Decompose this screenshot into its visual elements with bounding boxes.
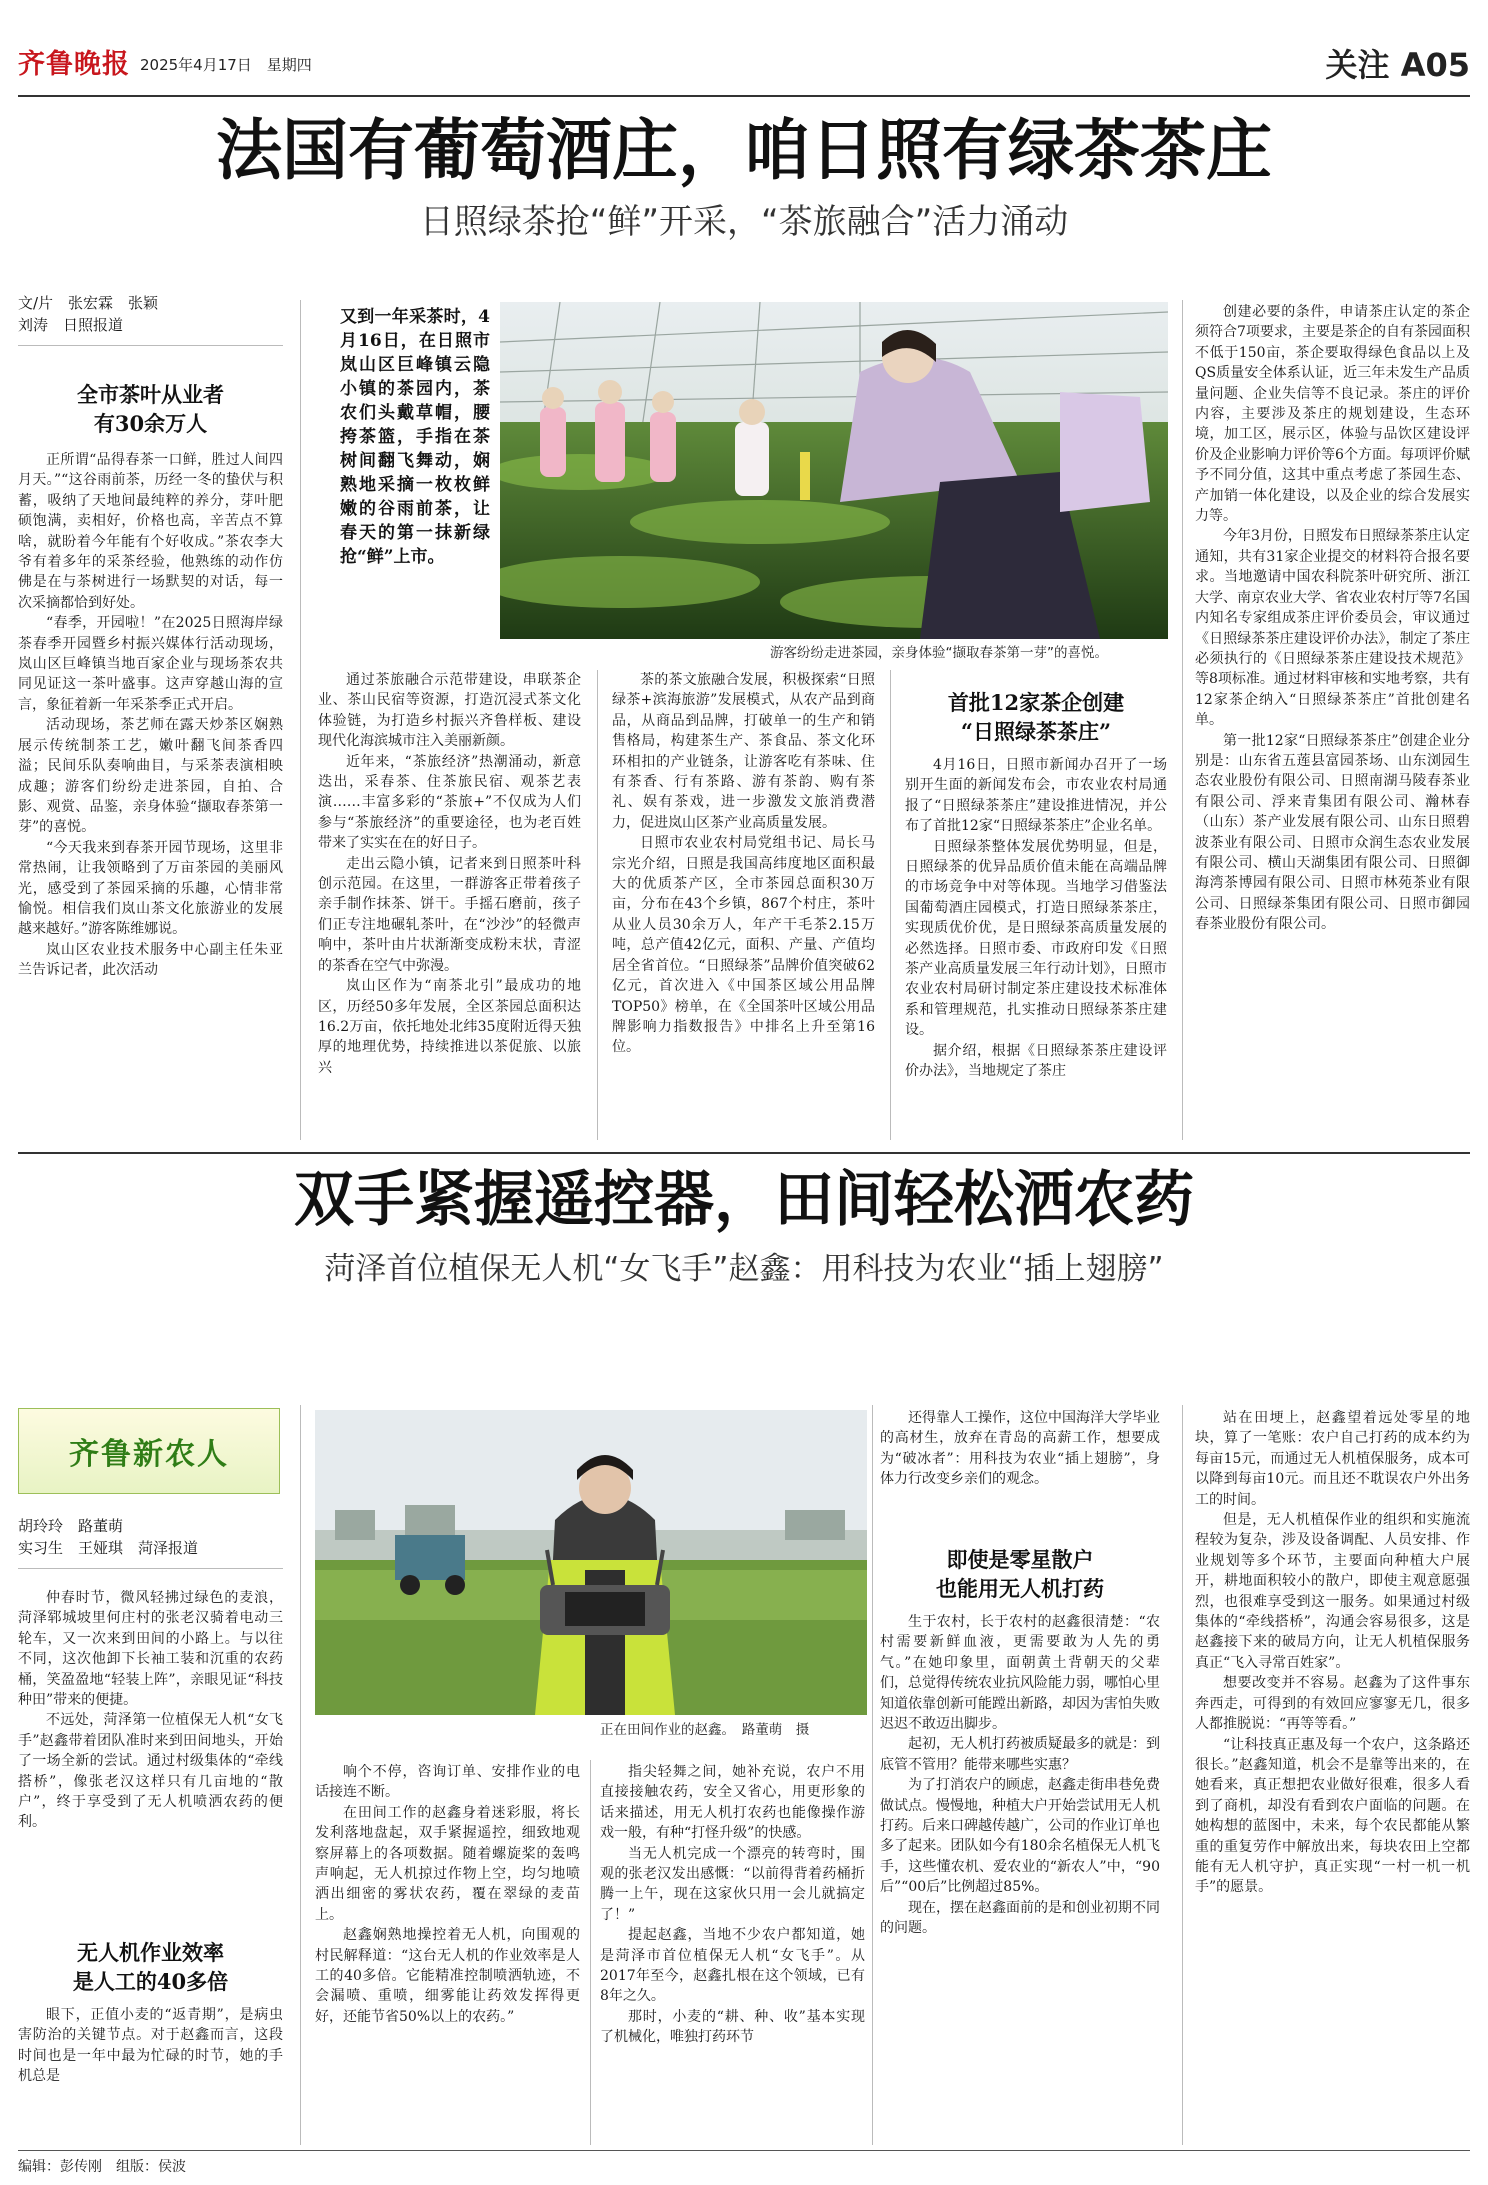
paragraph: 眼下，正值小麦的“返青期”，是病虫害防治的关键节点。对于赵鑫而言，这段时间也是一年中最为忙碌的时节，她的手机总是	[18, 2007, 283, 2085]
article2-headline: 双手紧握遥控器，田间轻松洒农药	[294, 1165, 1194, 1235]
paragraph: 还得靠人工操作，这位中国海洋大学毕业的高材生，放弃在青岛的高薪工作，想要成为“破冰者”：用科技为农业“插上翅膀”，身体力行改变乡亲们的观念。	[880, 1410, 1160, 1488]
drone-pilot-illustration	[315, 1410, 867, 1715]
paragraph: 活动现场，茶艺师在露天炒茶区娴熟展示传统制茶工艺，嫩叶翻飞间茶香四溢；民间乐队奏响曲目，与采茶表演相映成趣；游客们纷纷走进茶园，自拍、合影、观赏、品鉴，亲身体验“撷取春茶第一芽”的喜悦。	[18, 717, 283, 836]
paragraph: 赵鑫娴熟地操控着无人机，向围观的村民解释道：“这台无人机的作业效率是人工的40多倍。它能精准控制喷洒轨迹，不会漏喷、重喷，细雾能让药效发挥得更好，还能节省50%以上的农药。”	[315, 1927, 580, 2025]
subhead-line: 全市茶叶从业者	[77, 382, 224, 407]
article1-column-4	[905, 755, 1167, 1140]
paragraph: 不远处，菏泽第一位植保无人机“女飞手”赵鑫带着团队准时来到田间地头，开始了一场全新的尝试。通过村级集体的“牵线搭桥”，像张老汉这样只有几亩地的“散户”，终于享受到了无人机喷洒农药的便利。	[18, 1712, 283, 1831]
subhead-line: 即使是零星散户	[946, 1547, 1094, 1572]
article1-section2-title	[905, 688, 1167, 746]
article1-column-1	[18, 450, 283, 1140]
editor-credits: 编辑：彭传刚 组版：侯波	[18, 2159, 186, 2175]
column-divider	[890, 670, 891, 1140]
paragraph: 提起赵鑫，当地不少农户都知道，她是菏泽市首位植保无人机“女飞手”。从2017年至今，赵鑫扎根在这个领域，已有8年之久。	[600, 1927, 865, 2005]
paragraph: 今年3月份，日照发布日照绿茶茶庄认定通知，共有31家企业提交的材料符合报名要求。当地邀请中国农科院茶叶研究所、浙江大学、南京农业大学、省农业农村厅等7名国内知名专家组成茶庄评价委员会，审议通过《日照绿茶茶庄建设评价办法》，制定了茶庄必须执行的《日照绿茶茶庄建设技术规范》等8项标准。通过材料审核和实地考察，共有12家茶企纳入“日照绿茶茶庄”首批创建名单。	[1195, 528, 1470, 729]
paragraph: 4月16日，日照市新闻办召开了一场别开生面的新闻发布会，市农业农村局通报了“日照绿茶茶庄”建设推进情况，并公布了首批12家“日照绿茶茶庄”企业名单。	[905, 757, 1167, 835]
paragraph: “让科技真正惠及每一个农户，这条路还很长。”赵鑫知道，机会不是靠等出来的，在她看来，真正想把农业做好很难，很多人看到了商机，却没有看到农户面临的问题。在她构想的蓝图中，未来，每个农民都能从繁重的重复劳作中解放出来，每块农田上空都能有无人机守护，真正实现“一村一机一机手”的愿景。	[1195, 1736, 1470, 1896]
paragraph: 为了打消农户的顾虑，赵鑫走街串巷免费做试点。慢慢地，种植大户开始尝试用无人机打药。后来口碑越传越广，公司的作业订单也多了起来。团队如今有180余名植保无人机飞手，这些懂农机、爱农业的“新农人”中，“90后”“00后”比例超过85%。	[880, 1777, 1160, 1896]
article2-column-5	[1195, 1408, 1470, 2143]
subhead-line: 首批12家茶企创建	[947, 690, 1125, 715]
subhead-line: 无人机作业效率	[77, 1940, 224, 1965]
subhead-line: 是人工的40多倍	[72, 1969, 229, 1994]
page-label: 关注 A05	[1325, 46, 1470, 84]
paragraph: 在田间工作的赵鑫身着迷彩服，将长发利落地盘起，双手紧握遥控，细致地观察屏幕上的各项数据。随着螺旋桨的轰鸣声响起，无人机掠过作物上空，均匀地喷洒出细密的雾状农药，覆在翠绿的麦苗上。	[315, 1804, 580, 1923]
column-divider	[1182, 300, 1183, 1140]
article2-subheadline: 菏泽首位植保无人机“女飞手”赵鑫：用科技为农业“插上翅膀”	[324, 1251, 1164, 1287]
paragraph: 现在，摆在赵鑫面前的是和创业初期不同的问题。	[880, 1899, 1160, 1937]
masthead-rule	[18, 95, 1470, 97]
paragraph: 创建必要的条件，申请茶庄认定的茶企须符合7项要求，主要是茶企的自有茶园面积不低于150亩，茶企要取得绿色食品以上及QS质量安全体系认证，近三年未发生产品质量问题、企业失信等不良记录。茶庄的评价内容，主要涉及茶庄的规划建设，生态环境，加工区，展示区，体验与品饮区建设评价及企业影响力评价等6个方面。每项评价赋予不同分值，这其中重点考虑了茶园生态、产加销一体化建设，以及企业的综合发展实力等。	[1195, 304, 1470, 525]
paragraph: 当无人机完成一个漂亮的转弯时，围观的张老汉发出感慨：“以前得背着药桶折腾一上午，现在这家伙只用一会儿就搞定了！”	[600, 1845, 865, 1923]
article1-column-5	[1195, 302, 1470, 1140]
article-separator	[18, 1152, 1470, 1154]
column-divider	[300, 1405, 301, 2145]
article1-lead: 又到一年采茶时，4月16日，在日照市岚山区巨峰镇云隐小镇的茶园内，茶农们头戴草帽，腰挎茶篮，手指在茶树间翻飞舞动，娴熟地采摘一枚枚鲜嫩的谷雨前茶，让春天的第一抹新绿抢“鲜”上市。	[340, 307, 490, 567]
byline-line: 胡玲玲 路董萌	[18, 1517, 124, 1535]
article2-column-3b	[600, 1762, 865, 2142]
article2-section1-title	[18, 1938, 283, 1996]
paragraph: 日照绿茶整体发展优势明显，但是，日照绿茶的优异品质价值未能在高端品牌的市场竞争中对等体现。当地学习借鉴法国葡萄酒庄园模式，打造日照绿茶茶庄，实现质优价优，是日照绿茶高质量发展的必然选择。日照市委、市政府印发《日照茶产业高质量发展三年行动计划》，日照市农业农村局研讨制定茶庄建设技术标准体系和管理规范，扎实推动日照绿茶茶庄建设。	[905, 838, 1167, 1039]
paragraph: 近年来，“茶旅经济”热潮涌动，新意迭出，采春茶、住茶旅民宿、观茶艺表演……丰富多彩的“茶旅+”不仅成为人们参与“茶旅经济”的重要途径，也为老百姓带来了实实在在的好日子。	[318, 753, 581, 852]
column-divider	[590, 1760, 591, 2145]
article2-byline	[18, 1515, 283, 1559]
paragraph: 仲春时节，微风轻拂过绿色的麦浪，菏泽郓城坡里何庄村的张老汉骑着电动三轮车，又一次来到田间的小路上。与以往不同，这次他卸下长袖工装和沉重的农药桶，笑盈盈地“轻装上阵”，亲眼见证“科技种田”带来的便捷。	[18, 1590, 283, 1709]
subhead-line: 有30余万人	[93, 411, 208, 436]
footer-rule	[18, 2150, 1470, 2151]
subhead-line: 也能用无人机打药	[936, 1576, 1104, 1601]
drone-pilot-photo	[315, 1410, 867, 1715]
paragraph: “今天我来到春茶开园节现场，这里非常热闹，让我领略到了万亩茶园的美丽风光，感受到了茶园采摘的乐趣，心情非常愉悦。相信我们岚山茶文化旅游业的发展越来越好。”游客陈维娜说。	[18, 839, 283, 938]
paragraph: 走出云隐小镇，记者来到日照茶叶科创示范园。在这里，一群游客正带着孩子亲手制作抹茶、饼干。手摇石磨前，孩子们正专注地碾轧茶叶，在“沙沙”的轻微声响中，茶叶由片状渐渐变成粉末状，青涩的茶香在空气中弥漫。	[318, 855, 581, 974]
article2-column-1b	[18, 2005, 283, 2145]
paragraph: 据介绍，根据《日照绿茶茶庄建设评价办法》，当地规定了茶庄	[905, 1042, 1167, 1080]
paragraph: 茶的茶文旅融合发展，积极探索“日照绿茶+滨海旅游”发展模式，从农产品到商品，从商品到品牌，打破单一的生产和销售格局，构建茶生产、茶食品、茶文化环环相扣的产业链条，让游客吃有茶味、住有茶香、行有茶路、游有茶韵、购有茶礼、娱有茶戏，进一步激发文旅消费潜力，促进岚山区茶产业高质量发展。	[612, 672, 875, 831]
paragraph: 岚山区作为“南茶北引”最成功的地区，历经50多年发展，全区茶园总面积达16.2万亩，依托地处北纬35度附近得天独厚的地理优势，持续推进以茶促旅、以旅兴	[318, 978, 581, 1076]
article1-column-3	[612, 670, 875, 1140]
paragraph: 响个不停，咨询订单、安排作业的电话接连不断。	[315, 1764, 580, 1801]
column-divider	[300, 300, 301, 1140]
tea-garden-illustration	[500, 302, 1168, 639]
paragraph: 生于农村，长于农村的赵鑫很清楚：“农村需要新鲜血液，更需要敢为人先的勇气。”在她印象里，面朝黄土背朝天的父辈们，总觉得传统农业抗风险能力弱，哪怕心里知道依靠创新可能蹚出新路，却因为害怕失败迟迟不敢迈出脚步。	[880, 1614, 1160, 1733]
byline-line: 文/片 张宏霖 张颖	[18, 294, 159, 312]
article2-column-2	[315, 1762, 580, 2142]
paragraph: 指尖轻舞之间，她补充说，农户不用直接接触农药，安全又省心，用更形象的话来描述，用无人机打农药也能像操作游戏一般，有种“打怪升级”的快感。	[600, 1764, 865, 1842]
paragraph: 日照市农业农村局党组书记、局长马宗光介绍，日照是我国高纬度地区面积最大的优质茶产区，全市茶园总面积30万亩，分布在43个乡镇，867个村庄，茶叶从业人员30余万人，年产干毛茶2.15万吨，总产值42亿元，面积、产量、产值均居全省首位。“日照绿茶”品牌价值突破62亿元，首次进入《中国茶区域公用品牌TOP50》榜单，在《全国茶叶区域公用品牌影响力指数报告》中排名上升至第16位。	[612, 835, 875, 1056]
divider	[18, 1568, 283, 1569]
article1-byline	[18, 292, 283, 336]
byline-line: 实习生 王娅琪 菏泽报道	[18, 1539, 199, 1557]
paragraph: 通过茶旅融合示范带建设，串联茶企业、茶山民宿等资源，打造沉浸式茶文化体验链，为打造乡村振兴齐鲁样板、建设现代化海滨城市注入美丽新颜。	[318, 672, 581, 750]
paragraph: 那时，小麦的“耕、种、收”基本实现了机械化，唯独打药环节	[600, 2008, 865, 2046]
paragraph: 岚山区农业技术服务中心副主任朱亚兰告诉记者，此次活动	[18, 941, 283, 979]
paragraph: 但是，无人机植保作业的组织和实施流程较为复杂，涉及设备调配、人员安排、作业规划等多个环节，主要面向种植大户展开，耕地面积较小的散户，即使主观意愿强烈，也很难享受到这一服务。如果通过村级集体的“牵线搭桥”，沟通会容易很多，这是赵鑫接下来的破局方向，让无人机植保服务真正“飞入寻常百姓家”。	[1195, 1512, 1470, 1671]
article1-column-2	[318, 670, 581, 1140]
issue-date: 2025年4月17日 星期四	[140, 56, 312, 74]
subhead-line: “日照绿茶茶庄”	[960, 719, 1112, 744]
divider	[18, 345, 283, 346]
byline-line: 刘涛 日照报道	[18, 316, 124, 334]
article1-headline: 法国有葡萄酒庄，咱日照有绿茶茶庄	[216, 111, 1272, 189]
tea-garden-photo	[500, 302, 1168, 639]
column-badge-text: 齐鲁新农人	[69, 1437, 229, 1472]
paragraph: “春季，开园啦！”在2025日照海岸绿茶春季开园暨乡村振兴媒体行活动现场，岚山区巨峰镇当地百家企业与现场茶农共同见证这一茶叶盛事。这声穿越山海的宣言，象征着新一年采茶季正式开启。	[18, 615, 283, 713]
column-divider	[597, 670, 598, 1140]
article2-column-3	[880, 1408, 1160, 1533]
article2-photo-caption: 正在田间作业的赵鑫。 路董萌 摄	[600, 1722, 810, 1738]
article2-column-4	[880, 1612, 1160, 2142]
column-divider	[872, 1405, 873, 2145]
article1-photo-caption: 游客纷纷走进茶园，亲身体验“撷取春茶第一芽”的喜悦。	[770, 645, 1108, 661]
paragraph: 站在田埂上，赵鑫望着远处零星的地块，算了一笔账：农户自己打药的成本约为每亩15元，而通过无人机植保服务，成本可以降到每亩10元。而且还不耽误农户外出务工的时间。	[1195, 1410, 1470, 1508]
paragraph: 想要改变并不容易。赵鑫为了这件事东奔西走，可得到的有效回应寥寥无几，很多人都推脱说：“再等等看。”	[1195, 1675, 1470, 1733]
paragraph: 正所谓“品得春茶一口鲜，胜过人间四月天。”“这谷雨前茶，历经一冬的蛰伏与积蓄，吸纳了天地间最纯粹的养分，芽叶肥硕饱满，卖相好，价格也高，辛苦点不算啥，就盼着今年能有个好收成。”茶农李大爷有着多年的采茶经验，他熟练的动作仿佛是在与茶树进行一场默契的对话，每一次采摘都恰到好处。	[18, 452, 283, 611]
column-badge	[18, 1408, 280, 1494]
newspaper-logo: 齐鲁晚报	[18, 49, 130, 80]
column-divider	[1182, 1405, 1183, 2145]
paragraph: 起初，无人机打药被质疑最多的就是：到底管不管用？能带来哪些实惠？	[880, 1736, 1160, 1773]
paragraph: 第一批12家“日照绿茶茶庄”创建企业分别是：山东省五莲县富园茶场、山东浏园生态农业股份有限公司、日照南湖马陵春茶业有限公司、浮来青集团有限公司、瀚林春（山东）茶产业发展有限公司、山东日照碧波茶业有限公司、日照市众润生态农业发展有限公司、横山天湖集团有限公司、日照御海湾茶博园有限公司、日照市林苑茶业有限公司、日照绿茶集团有限公司、日照市御园春茶业股份有限公司。	[1195, 732, 1470, 933]
article2-column-1	[18, 1588, 283, 1838]
article1-subheadline: 日照绿茶抢“鲜”开采，“茶旅融合”活力涌动	[419, 202, 1069, 242]
article1-section1-title	[18, 380, 283, 438]
article2-section2-title	[880, 1545, 1160, 1603]
